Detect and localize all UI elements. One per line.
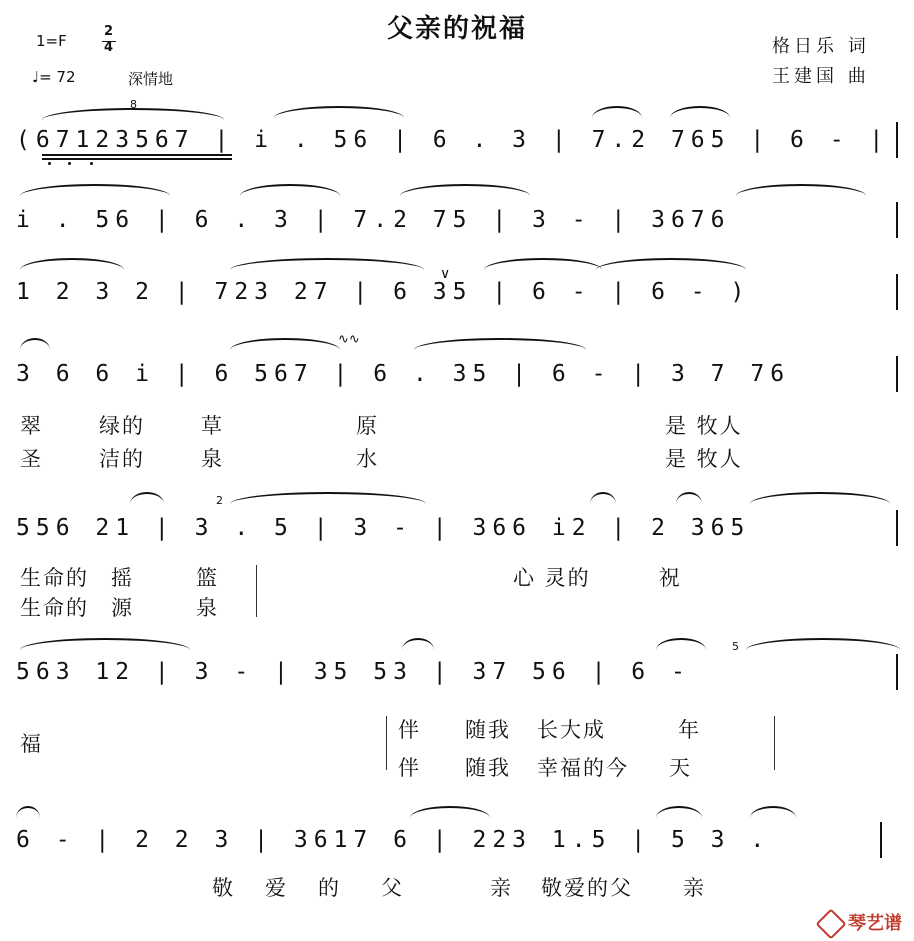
slur: [410, 806, 490, 818]
slur: [592, 106, 642, 118]
end-bar: [896, 654, 898, 690]
beam: [42, 158, 232, 160]
staff-row: [16, 200, 896, 240]
end-bar: [896, 122, 898, 158]
low-octave-dot: [90, 162, 93, 165]
grace-note: 5: [732, 640, 739, 653]
verse-bracket: [774, 716, 775, 770]
slur: [750, 492, 890, 504]
low-octave-dot: [68, 162, 71, 165]
lyricist: 格日乐 词: [772, 36, 870, 57]
slur: [20, 638, 190, 650]
tempo-mark: ♩= 72: [32, 68, 76, 86]
mordent: ∿∿: [338, 332, 360, 347]
slur: [130, 492, 164, 504]
slur: [230, 258, 424, 270]
lyric-line: 圣 洁的 泉 水 是 牧人: [20, 447, 743, 471]
verse-bracket: [386, 716, 387, 770]
end-bar: [896, 202, 898, 238]
end-bar: [896, 356, 898, 392]
notes: 3 6 6 i | 6 567 | 6 . 35 | 6 - | 3 7 76: [16, 361, 791, 387]
notes: i . 56 | 6 . 3 | 7.2 75 | 3 - | 3676: [16, 207, 731, 233]
slur: [274, 106, 404, 118]
slur: [20, 184, 170, 196]
breath-mark: ∨: [440, 266, 451, 282]
slur: [676, 492, 702, 504]
slur: [400, 184, 530, 196]
staff-row: [16, 640, 896, 692]
notes: (67123567 | i . 56 | 6 . 3 | 7.2 765 | 6 - |: [16, 127, 890, 153]
lyric-line: 生命的 摇 篮 心 灵的 祝: [20, 566, 682, 590]
watermark-logo: 琴艺谱: [820, 909, 902, 935]
notes: 556 21 | 3 . 5 | 3 - | 366 i2 | 2 365: [16, 515, 751, 541]
slur: [746, 638, 900, 650]
staff-row: [16, 266, 896, 312]
slur: [670, 106, 730, 118]
time-signature-top: 2: [104, 24, 114, 39]
lyric-line: 翠 绿的 草 原 是 牧人: [20, 414, 743, 438]
slur: [736, 184, 866, 196]
notes: 563 12 | 3 - | 35 53 | 37 56 | 6 -: [16, 659, 691, 685]
notes: 1 2 3 2 | 723 27 | 6 35 | 6 - | 6 - ): [16, 279, 751, 305]
low-octave-dot: [48, 162, 51, 165]
key-signature: 1=F: [36, 32, 67, 50]
slur: [750, 806, 796, 818]
slur: [656, 806, 702, 818]
staff-row: [16, 98, 896, 160]
slur: [20, 338, 50, 350]
lyric-line: 生命的 源 泉: [20, 596, 219, 620]
slur: [590, 492, 616, 504]
lyric-line: 伴 随我 长大成 年: [398, 718, 701, 742]
notes: 6 - | 2 2 3 | 3617 6 | 223 1.5 | 5 3 .: [16, 827, 771, 853]
slur: [414, 338, 586, 350]
verse-bracket: [256, 565, 257, 617]
slur: [484, 258, 602, 270]
staff-row: [16, 820, 896, 860]
time-signature-bottom: 4: [104, 40, 114, 55]
beam: [42, 154, 232, 156]
composer: 王建国 曲: [772, 66, 870, 87]
lyric-line: 敬 爱 的 父 亲 敬爱的父 亲: [212, 876, 706, 900]
slur: [20, 258, 124, 270]
expression-mark: 深情地: [128, 70, 174, 88]
logo-icon: [815, 908, 846, 939]
slur: [230, 338, 340, 350]
slur: [230, 492, 426, 504]
end-bar: [896, 510, 898, 546]
grace-note: 8: [130, 98, 137, 111]
staff-row: [16, 494, 896, 548]
page-title: 父亲的祝福: [386, 14, 527, 44]
slur: [402, 638, 434, 650]
lyric-line: 伴 随我 幸福的今 天: [398, 756, 692, 780]
end-bar: [896, 274, 898, 310]
slur: [656, 638, 706, 650]
staff-row: [16, 332, 896, 394]
slur: [596, 258, 746, 270]
lyric-line: 福: [20, 732, 43, 756]
grace-note: 2: [216, 494, 223, 507]
slur: [16, 806, 40, 818]
end-bar: [880, 822, 882, 858]
slur: [240, 184, 340, 196]
